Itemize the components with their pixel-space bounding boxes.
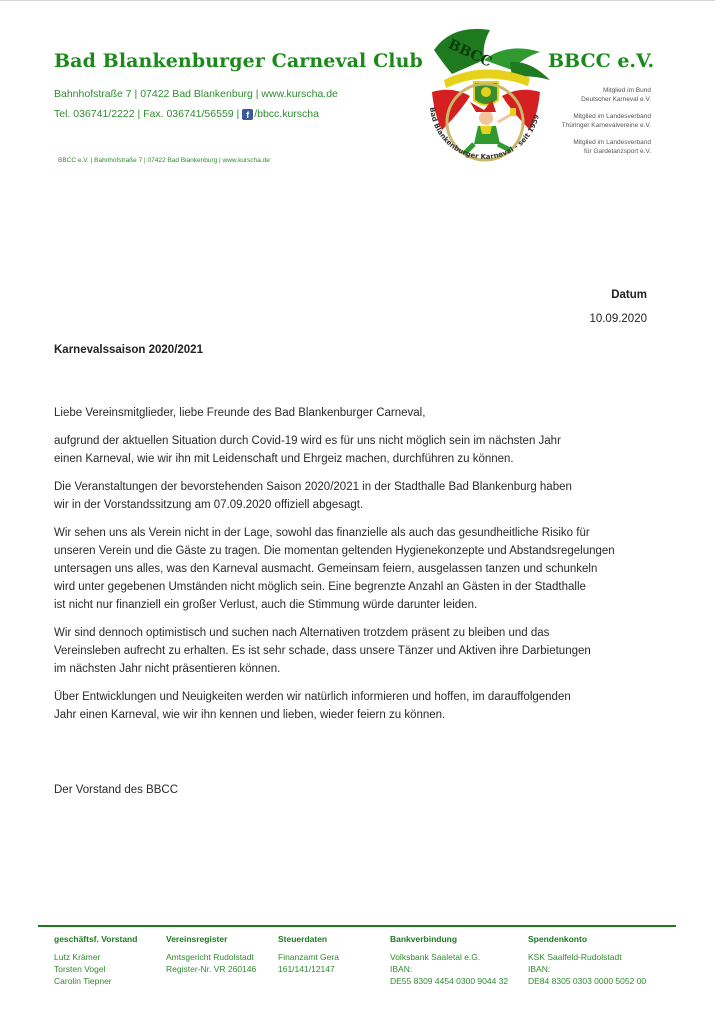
footer-column-board: geschäftsf. Vorstand Lutz Krämer Torsten Vogel Carolin Tiepner <box>54 934 138 986</box>
date-label: Datum <box>611 289 647 301</box>
sender-line: BBCC e.V. | Bahnhofstraße 7 | 07422 Bad Blankenburg | www.kurscha.de <box>58 157 270 164</box>
letter-body <box>54 404 664 734</box>
footer-column-register: Vereinsregister Amtsgericht Rudolstadt Register-Nr. VR 260146 <box>166 934 257 974</box>
facebook-icon: f <box>242 109 253 120</box>
membership-item: Mitglied im Landesverband Thüringer Karnevalvereine e.V. <box>561 113 651 129</box>
footer-divider <box>38 925 676 927</box>
phone-fax-text: Tel. 036741/2222 | Fax. 036741/56559 | <box>54 108 243 120</box>
logo-bbcc-text: BBCC <box>445 36 495 71</box>
letter-paragraph: Die Veranstaltungen der bevorstehenden Saison 2020/2021 in der Stadthalle Bad Blankenburg haben wir in der Vorstandssitzung am 07.09.2020 offiziell abgesagt. <box>54 481 572 511</box>
club-short-name: BBCC e.V. <box>548 50 655 72</box>
letter-paragraph: aufgrund der aktuellen Situation durch Covid-19 wird es für uns nicht möglich sein im nächsten Jahr einen Karneval, wie wir ihn mit Leidenschaft und Ehrgeiz machen, durchführen zu können. <box>54 435 561 465</box>
club-logo <box>412 22 557 177</box>
club-name-heading: Bad Blankenburger Carneval Club <box>54 50 423 72</box>
contact-line <box>54 108 319 120</box>
letter-paragraph: Über Entwicklungen und Neuigkeiten werden wir natürlich informieren und hoffen, im darauffolgenden Jahr einen Karneval, wie wir ihn kennen und lieben, wieder feiern zu können. <box>54 691 571 721</box>
membership-item: Mitglied im Bund Deutscher Karneval e.V. <box>581 87 651 103</box>
memberships-block <box>562 86 651 164</box>
footer-column-bank: Bankverbindung Volksbank Saaletal e.G. IBAN: DE55 8309 4454 0300 9044 32 <box>390 934 509 986</box>
letter-subject: Karnevalssaison 2020/2021 <box>54 344 203 356</box>
address-line: Bahnhofstraße 7 | 07422 Bad Blankenburg | www.kurscha.de <box>54 88 338 100</box>
logo-ring-text: Bad Blankenburger Karneval - seit 1959 <box>428 106 541 162</box>
membership-item: Mitglied im Landesverband für Gardetanzsport e.V. <box>573 139 651 155</box>
letter-paragraph: Liebe Vereinsmitglieder, liebe Freunde des Bad Blankenburger Carneval, <box>54 407 426 419</box>
page-top-edge <box>0 0 715 1</box>
letter-paragraph: Wir sind dennoch optimistisch und suchen nach Alternativen trotzdem präsent zu bleiben und das Vereinsleben aufrecht zu erhalten. Es ist sehr schade, dass unsere Tänzer und Aktiven ihre Darbietungen im nächsten Jahr nicht präsentieren können. <box>54 627 591 675</box>
letter-paragraph: Wir sehen uns als Verein nicht in der Lage, sowohl das finanzielle als auch das gesundheitliche Risiko für unseren Verein und die Gäste zu tragen. Die momentan geltenden Hygienekonzepte und Abstandsregelungen untersagen uns alles, was den Karneval ausmacht. Gemeinsam feiern, ausgelassen tanzen und schunkeln wird unter gegebenen Umständen nicht möglich sein. Eine begrenzte Anzahl an Gästen in der Stadthalle ist nicht nur finanziell ein großer Verlust, auch die Stimmung würde darunter leiden. <box>54 527 615 611</box>
facebook-handle: /bbcc.kurscha <box>254 108 319 120</box>
footer-column-donations: Spendenkonto KSK Saalfeld-Rudolstadt IBAN: DE84 8305 0303 0000 5052 00 <box>528 934 647 986</box>
footer-column-tax: Steuerdaten Finanzamt Gera 161/141/12147 <box>278 934 339 974</box>
letter-signature: Der Vorstand des BBCC <box>54 784 179 796</box>
date-value: 10.09.2020 <box>589 313 647 325</box>
